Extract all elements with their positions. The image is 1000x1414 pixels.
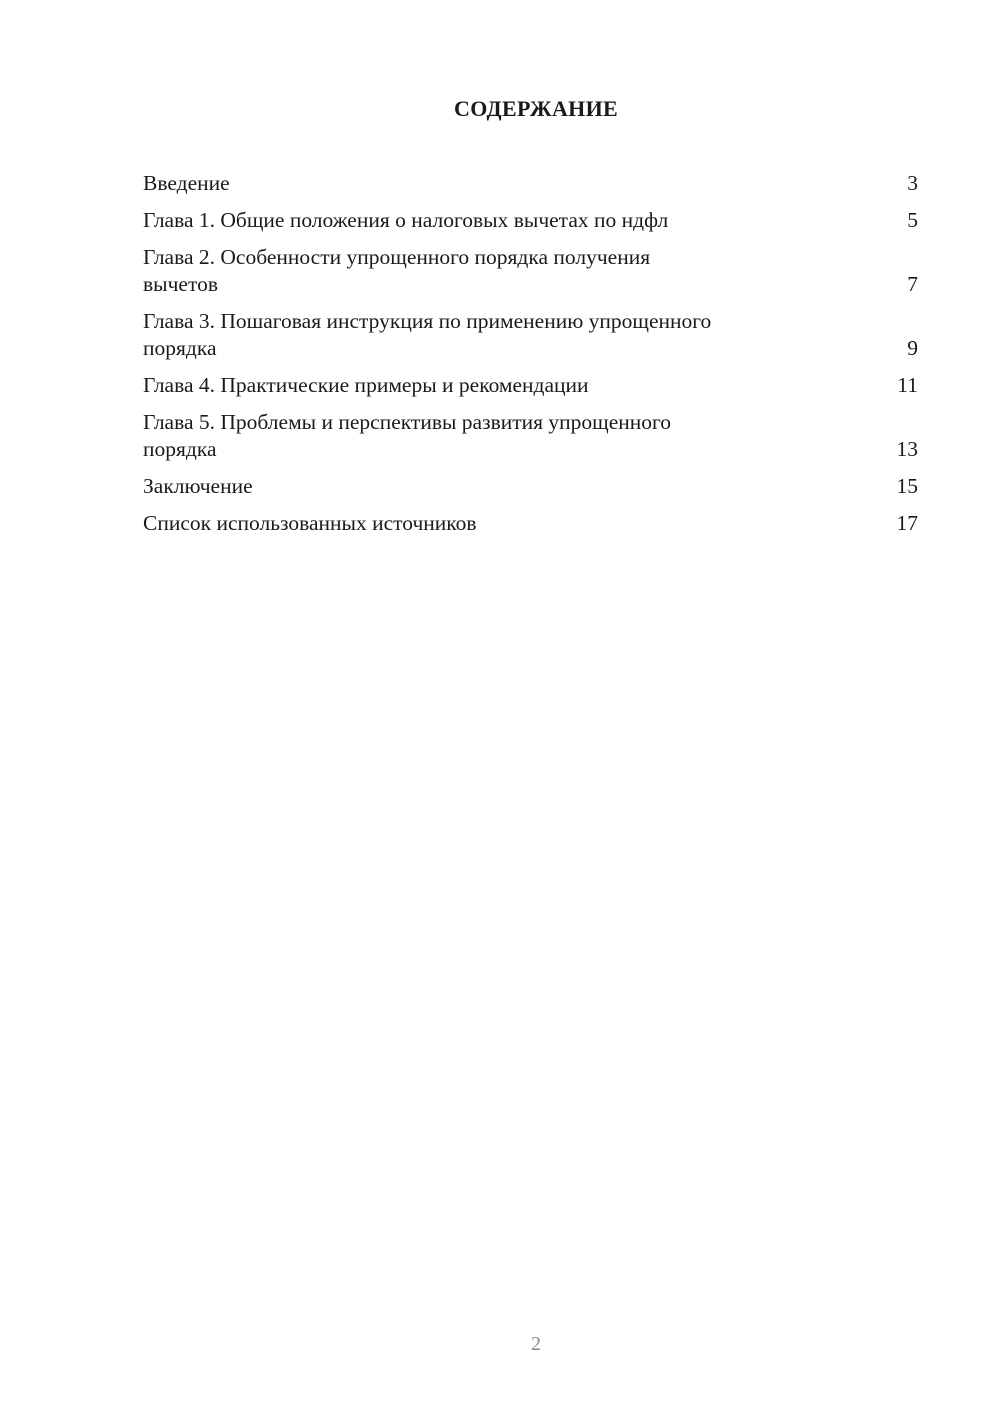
toc-item-text: Список использованных источников	[143, 511, 477, 535]
page-number: 2	[531, 1333, 541, 1355]
toc-item[interactable]	[143, 207, 918, 234]
toc-item[interactable]	[143, 244, 918, 298]
toc-item-text: Глава 3. Пошаговая инструкция по применению упрощенного порядка	[143, 309, 712, 360]
table-of-contents	[143, 170, 918, 547]
toc-item-page: 15	[896, 474, 918, 498]
toc-item[interactable]	[143, 308, 918, 362]
toc-item-text: Глава 5. Проблемы и перспективы развития упрощенного порядка	[143, 410, 672, 461]
toc-item-page: 3	[907, 171, 918, 195]
toc-item-text: Глава 2. Особенности упрощенного порядка получения вычетов	[143, 245, 651, 296]
page-title: СОДЕРЖАНИЕ	[454, 96, 618, 121]
toc-item[interactable]	[143, 473, 918, 500]
toc-item-page: 7	[907, 272, 918, 296]
toc-item[interactable]	[143, 372, 918, 399]
toc-item-page: 11	[897, 373, 918, 397]
toc-item-text: Введение	[143, 171, 230, 195]
toc-item-page: 17	[896, 511, 918, 535]
toc-item-text: Заключение	[143, 474, 253, 498]
toc-item-page: 9	[907, 336, 918, 360]
toc-item[interactable]	[143, 409, 918, 463]
toc-item-page: 13	[896, 437, 918, 461]
toc-item[interactable]	[143, 170, 918, 197]
toc-item-page: 5	[907, 208, 918, 232]
toc-item[interactable]	[143, 510, 918, 537]
toc-item-text: Глава 4. Практические примеры и рекомендации	[143, 373, 589, 397]
toc-item-text: Глава 1. Общие положения о налоговых вычетах по ндфл	[143, 208, 669, 232]
